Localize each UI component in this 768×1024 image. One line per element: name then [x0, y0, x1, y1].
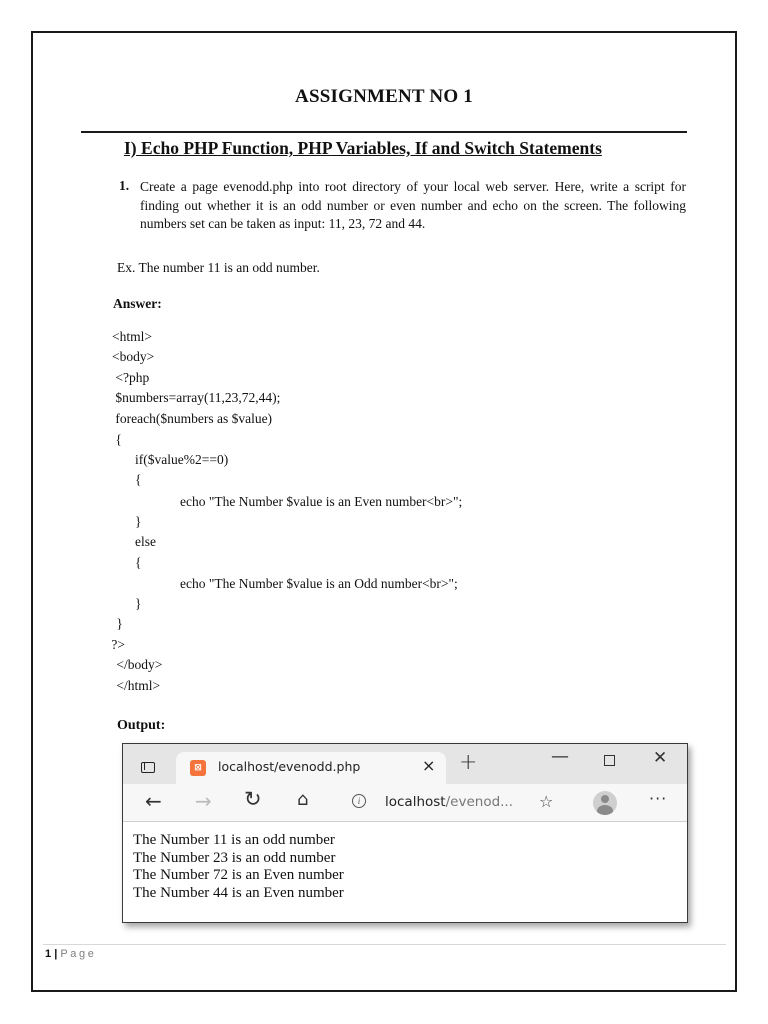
window-close-icon[interactable]: ✕	[653, 748, 668, 768]
address-path: /evenod...	[445, 794, 514, 810]
code-line: </body>	[113, 657, 163, 672]
site-info-icon[interactable]: i	[352, 794, 366, 808]
browser-tab-bar	[123, 744, 687, 784]
assignment-title: ASSIGNMENT NO 1	[295, 86, 473, 107]
code-line: <body>	[112, 349, 155, 364]
back-arrow-icon[interactable]: ←	[145, 789, 162, 813]
code-line: }	[135, 596, 142, 611]
refresh-icon[interactable]: ↻	[244, 787, 262, 811]
new-tab-icon[interactable]: +	[459, 750, 478, 775]
code-line: <html>	[112, 329, 152, 344]
code-line: echo "The Number $value is an Even number<br>";	[180, 494, 463, 509]
code-line: echo "The Number $value is an Odd number<br>";	[180, 576, 458, 591]
xampp-favicon-icon: ⊠	[190, 760, 206, 776]
code-line: {	[135, 472, 142, 487]
output-line: The Number 44 is an Even number	[133, 884, 344, 901]
add-favorite-icon[interactable]: ☆	[539, 792, 554, 811]
question-text: Create a page evenodd.php into root directory of your local web server. Here, write a script for finding out whether it is an odd number or even number and echo on the screen. The following numbers set can be taken as input: 11, 23, 72 and 44.	[140, 179, 686, 231]
page-footer	[45, 948, 96, 960]
browser-tab[interactable]	[176, 752, 446, 784]
browser-toolbar	[123, 784, 687, 822]
footer-separator: |	[54, 948, 58, 960]
footer-divider	[43, 944, 726, 945]
code-line: }	[135, 514, 142, 529]
section-title: Echo PHP Function, PHP Variables, If and Switch Statements	[141, 138, 602, 158]
tab-actions-icon[interactable]	[141, 762, 155, 773]
code-line: if($value%2==0)	[135, 452, 229, 467]
code-line: <?php	[112, 370, 150, 385]
page-content	[133, 832, 673, 902]
code-line: {	[135, 555, 142, 570]
code-line: else	[135, 534, 156, 549]
browser-window	[122, 743, 688, 923]
home-icon[interactable]: ⌂	[297, 789, 309, 810]
page-number: 1	[45, 948, 52, 960]
output-line: The Number 11 is an odd number	[133, 832, 335, 848]
code-line: </html>	[113, 678, 161, 693]
output-label: Output:	[117, 718, 166, 733]
tab-close-icon[interactable]: ×	[422, 756, 436, 775]
tab-title: localhost/evenodd.php	[218, 759, 361, 774]
address-bar[interactable]	[385, 794, 513, 810]
more-options-icon[interactable]: ···	[649, 789, 668, 808]
profile-avatar-icon[interactable]	[593, 791, 617, 815]
question-number: 1.	[119, 178, 130, 193]
output-line: The Number 23 is an odd number	[133, 849, 336, 866]
example-text: Ex. The number 11 is an odd number.	[117, 260, 320, 275]
answer-label: Answer:	[113, 296, 162, 311]
address-host: localhost	[385, 794, 446, 810]
code-line: $numbers=array(11,23,72,44);	[112, 390, 281, 405]
page-label: Page	[60, 948, 97, 960]
output-line: The Number 72 is an Even number	[133, 867, 344, 883]
code-line: {	[112, 432, 122, 447]
maximize-icon[interactable]	[604, 755, 615, 766]
code-line: ?>	[108, 637, 125, 652]
forward-arrow-icon[interactable]: →	[195, 789, 212, 813]
minimize-icon[interactable]: —	[551, 746, 569, 767]
section-number: I)	[124, 138, 137, 158]
code-line: foreach($numbers as $value)	[112, 411, 273, 426]
code-line: }	[113, 616, 123, 631]
